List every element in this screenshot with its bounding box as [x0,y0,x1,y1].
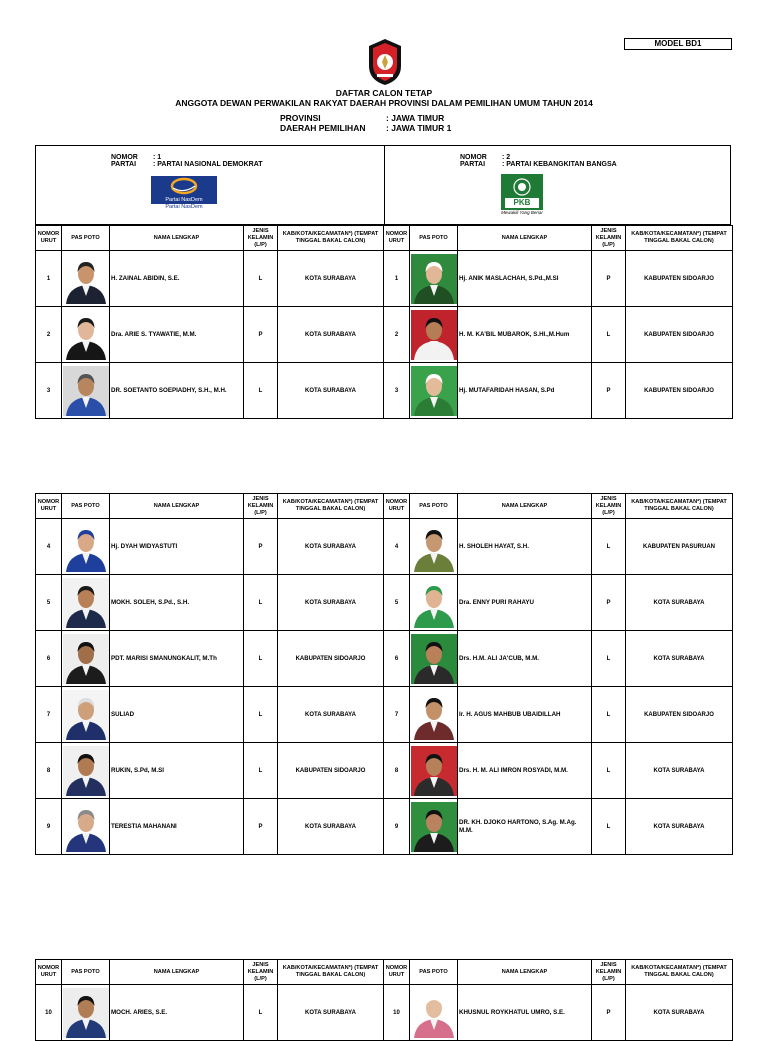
candidate-right-gender: L [592,799,626,855]
candidate-right-photo [411,746,457,796]
party-left-nomor-label: NOMOR [111,154,138,161]
candidate-table-2 [35,493,733,855]
column-header: PAS POTO [410,226,458,251]
candidate-left-photo [63,802,109,852]
candidate-right-name: DR. KH. DJOKO HARTONO, S.Ag. M.Ag. M.M. [458,799,592,855]
candidate-left-residence: KOTA SURABAYA [278,363,384,419]
candidate-left-name: H. ZAINAL ABIDIN, S.E. [110,251,244,307]
candidate-right-name: Dra. ENNY PURI RAHAYU [458,575,592,631]
candidate-right-number: 7 [384,687,410,743]
candidate-right-gender: P [592,251,626,307]
candidate-left-photo-cell [62,687,110,743]
column-header: NOMOR URUT [384,494,410,519]
candidate-right-residence: KOTA SURABAYA [626,575,733,631]
candidate-left-photo [63,366,109,416]
candidate-left-number: 6 [36,631,62,687]
candidate-left-residence: KOTA SURABAYA [278,307,384,363]
candidate-right-number: 9 [384,799,410,855]
party-divider [384,146,385,224]
candidate-left-photo-cell [62,799,110,855]
column-header: KAB/KOTA/KECAMATAN*) (TEMPAT TINGGAL BAKAL CALON) [626,960,733,985]
candidate-right-photo [411,310,457,360]
candidate-left-gender: L [244,631,278,687]
candidate-right-name: H. M. KA'BIL MUBAROK, S.HI.,M.Hum [458,307,592,363]
candidate-left-photo-cell [62,743,110,799]
candidate-left-gender: L [244,575,278,631]
candidate-left-residence: KOTA SURABAYA [278,575,384,631]
table-row [36,307,733,363]
candidate-right-number: 10 [384,985,410,1041]
candidate-left-gender: P [244,519,278,575]
candidate-right-name: Hj. MUTAFARIDAH HASAN, S.Pd [458,363,592,419]
candidate-left-gender: P [244,799,278,855]
column-header: JENIS KELAMIN (L/P) [592,960,626,985]
party-right-nomor-label: NOMOR [460,154,487,161]
column-header: KAB/KOTA/KECAMATAN*) (TEMPAT TINGGAL BAKAL CALON) [278,494,384,519]
candidate-right-photo [411,802,457,852]
column-header: PAS POTO [62,494,110,519]
candidate-right-photo-cell [410,799,458,855]
column-header: JENIS KELAMIN (L/P) [244,226,278,251]
candidate-right-residence: KOTA SURABAYA [626,631,733,687]
column-header: NAMA LENGKAP [458,960,592,985]
candidate-right-gender: L [592,687,626,743]
candidate-left-name: TERESTIA MAHANANI [110,799,244,855]
candidate-right-photo-cell [410,575,458,631]
candidate-left-photo-cell [62,363,110,419]
provinsi-label: PROVINSI [280,113,321,123]
pkb-logo-text: PKB [513,198,531,207]
candidate-left-number: 9 [36,799,62,855]
column-header: NAMA LENGKAP [110,960,244,985]
candidate-left-photo [63,746,109,796]
candidate-right-residence: KOTA SURABAYA [626,985,733,1041]
candidate-left-photo-cell [62,307,110,363]
candidate-left-photo [63,522,109,572]
candidate-right-residence: KABUPATEN SIDOARJO [626,363,733,419]
candidate-left-photo [63,690,109,740]
party-right-info [460,154,617,168]
candidate-right-photo-cell [410,363,458,419]
candidate-right-number: 6 [384,631,410,687]
candidate-right-photo-cell [410,687,458,743]
column-header: PAS POTO [62,226,110,251]
candidate-right-photo-cell [410,631,458,687]
party-left-partai-label: PARTAI [111,161,137,168]
pkb-logo [501,174,543,218]
candidate-left-number: 8 [36,743,62,799]
candidate-left-photo [63,254,109,304]
candidate-right-gender: P [592,985,626,1041]
candidate-right-number: 4 [384,519,410,575]
nasdem-logo [151,176,217,212]
candidate-right-residence: KABUPATEN PASURUAN [626,519,733,575]
nasdem-logo-caption: Partai NasDem [165,204,203,210]
candidate-left-number: 3 [36,363,62,419]
candidate-left-name: MOKH. SOLEH, S.Pd., S.H. [110,575,244,631]
column-header: NOMOR URUT [384,226,410,251]
doc-subtitle: ANGGOTA DEWAN PERWAKILAN RAKYAT DAERAH PROVINSI DALAM PEMILIHAN UMUM TAHUN 2014 [175,98,593,108]
column-header: KAB/KOTA/KECAMATAN*) (TEMPAT TINGGAL BAKAL CALON) [626,226,733,251]
candidate-left-gender: L [244,363,278,419]
party-right-partai-value: : PARTAI KEBANGKITAN BANGSA [502,161,617,168]
candidate-left-photo [63,988,109,1038]
column-header: JENIS KELAMIN (L/P) [244,960,278,985]
table-row [36,743,733,799]
candidate-left-residence: KOTA SURABAYA [278,519,384,575]
table-header-row [36,960,733,985]
candidate-right-name: Drs. H.M. ALI JA'CUB, M.M. [458,631,592,687]
candidate-left-photo [63,634,109,684]
dapil-line [280,123,451,133]
column-header: NOMOR URUT [384,960,410,985]
column-header: PAS POTO [410,960,458,985]
candidate-left-gender: P [244,307,278,363]
provinsi-value: : JAWA TIMUR [386,113,445,123]
candidate-right-gender: L [592,743,626,799]
candidate-left-gender: L [244,985,278,1041]
candidate-right-gender: P [592,363,626,419]
candidate-right-photo [411,578,457,628]
candidate-right-photo-cell [410,307,458,363]
party-header-box [35,145,731,225]
candidate-right-photo [411,988,457,1038]
table-header-row [36,494,733,519]
candidate-right-residence: KABUPATEN SIDOARJO [626,251,733,307]
candidate-right-name: KHUSNUL ROYKHATUL UMRO, S.E. [458,985,592,1041]
pkb-logo-caption: Mewakili Yang Benar [501,210,543,215]
table-row [36,687,733,743]
candidate-right-residence: KABUPATEN SIDOARJO [626,307,733,363]
candidate-right-photo-cell [410,519,458,575]
candidate-left-name: SULIAD [110,687,244,743]
candidate-left-residence: KABUPATEN SIDOARJO [278,743,384,799]
candidate-left-photo-cell [62,985,110,1041]
candidate-left-name: Dra. ARIE S. TYAWATIE, M.M. [110,307,244,363]
candidate-right-residence: KOTA SURABAYA [626,799,733,855]
candidate-left-number: 7 [36,687,62,743]
party-right-partai-label: PARTAI [460,161,486,168]
candidate-left-number: 2 [36,307,62,363]
model-code: MODEL BD1 [624,38,732,50]
provinsi-line [280,113,444,123]
candidate-right-number: 5 [384,575,410,631]
candidate-left-gender: L [244,743,278,799]
column-header: NOMOR URUT [36,494,62,519]
candidate-left-photo-cell [62,519,110,575]
candidate-left-gender: L [244,687,278,743]
party-right-nomor-value: : 2 [502,154,511,161]
candidate-right-number: 8 [384,743,410,799]
candidate-right-photo [411,634,457,684]
candidate-left-name: Hj. DYAH WIDYASTUTI [110,519,244,575]
candidate-left-photo-cell [62,631,110,687]
table-row [36,251,733,307]
column-header: NOMOR URUT [36,226,62,251]
column-header: PAS POTO [62,960,110,985]
candidate-right-photo [411,690,457,740]
candidate-left-photo [63,578,109,628]
candidate-right-number: 3 [384,363,410,419]
table-row [36,519,733,575]
table-row [36,631,733,687]
candidate-left-photo-cell [62,575,110,631]
candidate-right-residence: KOTA SURABAYA [626,743,733,799]
candidate-left-residence: KOTA SURABAYA [278,251,384,307]
column-header: NOMOR URUT [36,960,62,985]
table-row [36,575,733,631]
column-header: KAB/KOTA/KECAMATAN*) (TEMPAT TINGGAL BAKAL CALON) [278,960,384,985]
table-row [36,363,733,419]
column-header: KAB/KOTA/KECAMATAN*) (TEMPAT TINGGAL BAKAL CALON) [626,494,733,519]
candidate-left-residence: KOTA SURABAYA [278,687,384,743]
candidate-left-residence: KOTA SURABAYA [278,985,384,1041]
column-header: KAB/KOTA/KECAMATAN*) (TEMPAT TINGGAL BAKAL CALON) [278,226,384,251]
column-header: NAMA LENGKAP [458,226,592,251]
table-header-row [36,226,733,251]
candidate-right-photo-cell [410,743,458,799]
candidate-left-name: DR. SOETANTO SOEPIADHY, S.H., M.H. [110,363,244,419]
candidate-left-gender: L [244,251,278,307]
candidate-right-number: 1 [384,251,410,307]
candidate-right-photo [411,366,457,416]
dapil-label: DAERAH PEMILIHAN [280,123,366,133]
candidate-left-name: PDT. MARISI SMANUNGKALIT, M.Th [110,631,244,687]
party-left-info [111,154,263,168]
candidate-right-residence: KABUPATEN SIDOARJO [626,687,733,743]
candidate-left-name: RUKIN, S.Pd, M.SI [110,743,244,799]
kpu-emblem-icon [368,38,402,86]
candidate-right-gender: L [592,307,626,363]
column-header: JENIS KELAMIN (L/P) [592,226,626,251]
candidate-left-number: 1 [36,251,62,307]
doc-title: DAFTAR CALON TETAP [335,88,433,98]
candidate-right-photo [411,254,457,304]
candidate-right-photo-cell [410,251,458,307]
candidate-right-gender: P [592,575,626,631]
column-header: NAMA LENGKAP [110,226,244,251]
candidate-left-residence: KABUPATEN SIDOARJO [278,631,384,687]
column-header: NAMA LENGKAP [458,494,592,519]
candidate-right-photo [411,522,457,572]
candidate-left-number: 5 [36,575,62,631]
column-header: JENIS KELAMIN (L/P) [244,494,278,519]
candidate-table-1 [35,225,733,419]
candidate-right-gender: L [592,631,626,687]
candidate-left-number: 10 [36,985,62,1041]
candidate-right-number: 2 [384,307,410,363]
candidate-right-name: Drs. H. M. ALI IMRON ROSYADI, M.M. [458,743,592,799]
party-left-partai-value: : PARTAI NASIONAL DEMOKRAT [153,161,263,168]
nasdem-logo-text: Partai NasDem [165,197,203,203]
candidate-left-number: 4 [36,519,62,575]
candidate-left-photo-cell [62,251,110,307]
dapil-value: : JAWA TIMUR 1 [386,123,452,133]
candidate-right-gender: L [592,519,626,575]
party-left-nomor-value: : 1 [153,154,162,161]
candidate-left-residence: KOTA SURABAYA [278,799,384,855]
candidate-table-3 [35,959,733,1041]
column-header: PAS POTO [410,494,458,519]
candidate-left-name: MOCH. ARIES, S.E. [110,985,244,1041]
column-header: JENIS KELAMIN (L/P) [592,494,626,519]
table-row [36,799,733,855]
candidate-left-photo [63,310,109,360]
candidate-right-name: H. SHOLEH HAYAT, S.H. [458,519,592,575]
candidate-right-name: Hj. ANIK MASLACHAH, S.Pd.,M.SI [458,251,592,307]
table-row [36,985,733,1041]
candidate-right-photo-cell [410,985,458,1041]
candidate-right-name: Ir. H. AGUS MAHBUB UBAIDILLAH [458,687,592,743]
column-header: NAMA LENGKAP [110,494,244,519]
